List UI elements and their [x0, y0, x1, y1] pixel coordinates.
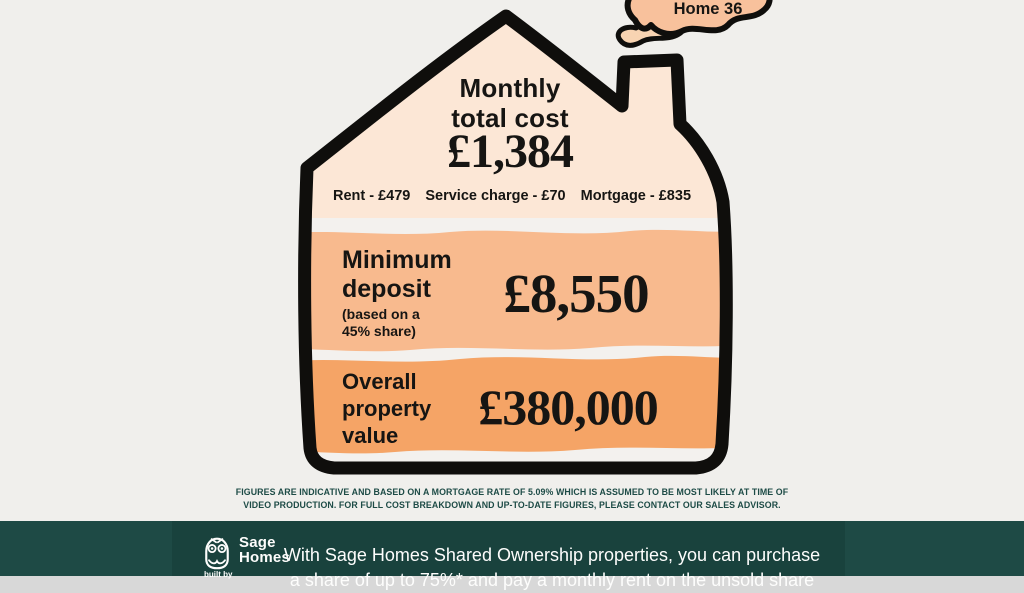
mortgage-breakdown: Mortgage - £835 — [580, 188, 692, 204]
footer-edge-right — [845, 521, 1024, 576]
minimum-deposit-amount: £8,550 — [503, 263, 649, 324]
sage-homes-owl-icon — [202, 536, 232, 570]
cloud-label: Home 36 — [673, 0, 743, 18]
monthly-total-cost-title: Monthly total cost — [451, 73, 569, 133]
footer-edge-left — [0, 521, 172, 576]
minimum-deposit-title: Minimum deposit — [342, 246, 452, 303]
footer-message: With Sage Homes Shared Ownership properties, you can purchase a share of up to 75%* and pay a monthly rent on the unsold share — [283, 545, 821, 590]
built-by-label: built by — [204, 570, 233, 579]
sage-homes-wordmark: Sage Homes — [239, 534, 291, 566]
disclaimer-text: FIGURES ARE INDICATIVE AND BASED ON A MORTGAGE RATE OF 5.09% WHICH IS ASSUMED TO BE MOST LIKELY AT TIME OF VIDEO PRODUCTION. FOR FULL COST BREAKDOWN AND UP-TO-DATE FIGURES, PLEASE CONTACT OUR SALES ADVISOR. — [235, 487, 789, 510]
property-value-title: Overall property value — [342, 369, 432, 448]
monthly-total-cost-amount: £1,384 — [447, 125, 573, 178]
property-value-amount: £380,000 — [478, 379, 658, 435]
monthly-cost-breakdown — [312, 188, 712, 204]
rent-breakdown: Rent - £479 — [332, 188, 411, 204]
deposit-share-note: (based on a 45% share) — [342, 306, 420, 339]
service-charge-breakdown: Service charge - £70 — [425, 188, 566, 204]
